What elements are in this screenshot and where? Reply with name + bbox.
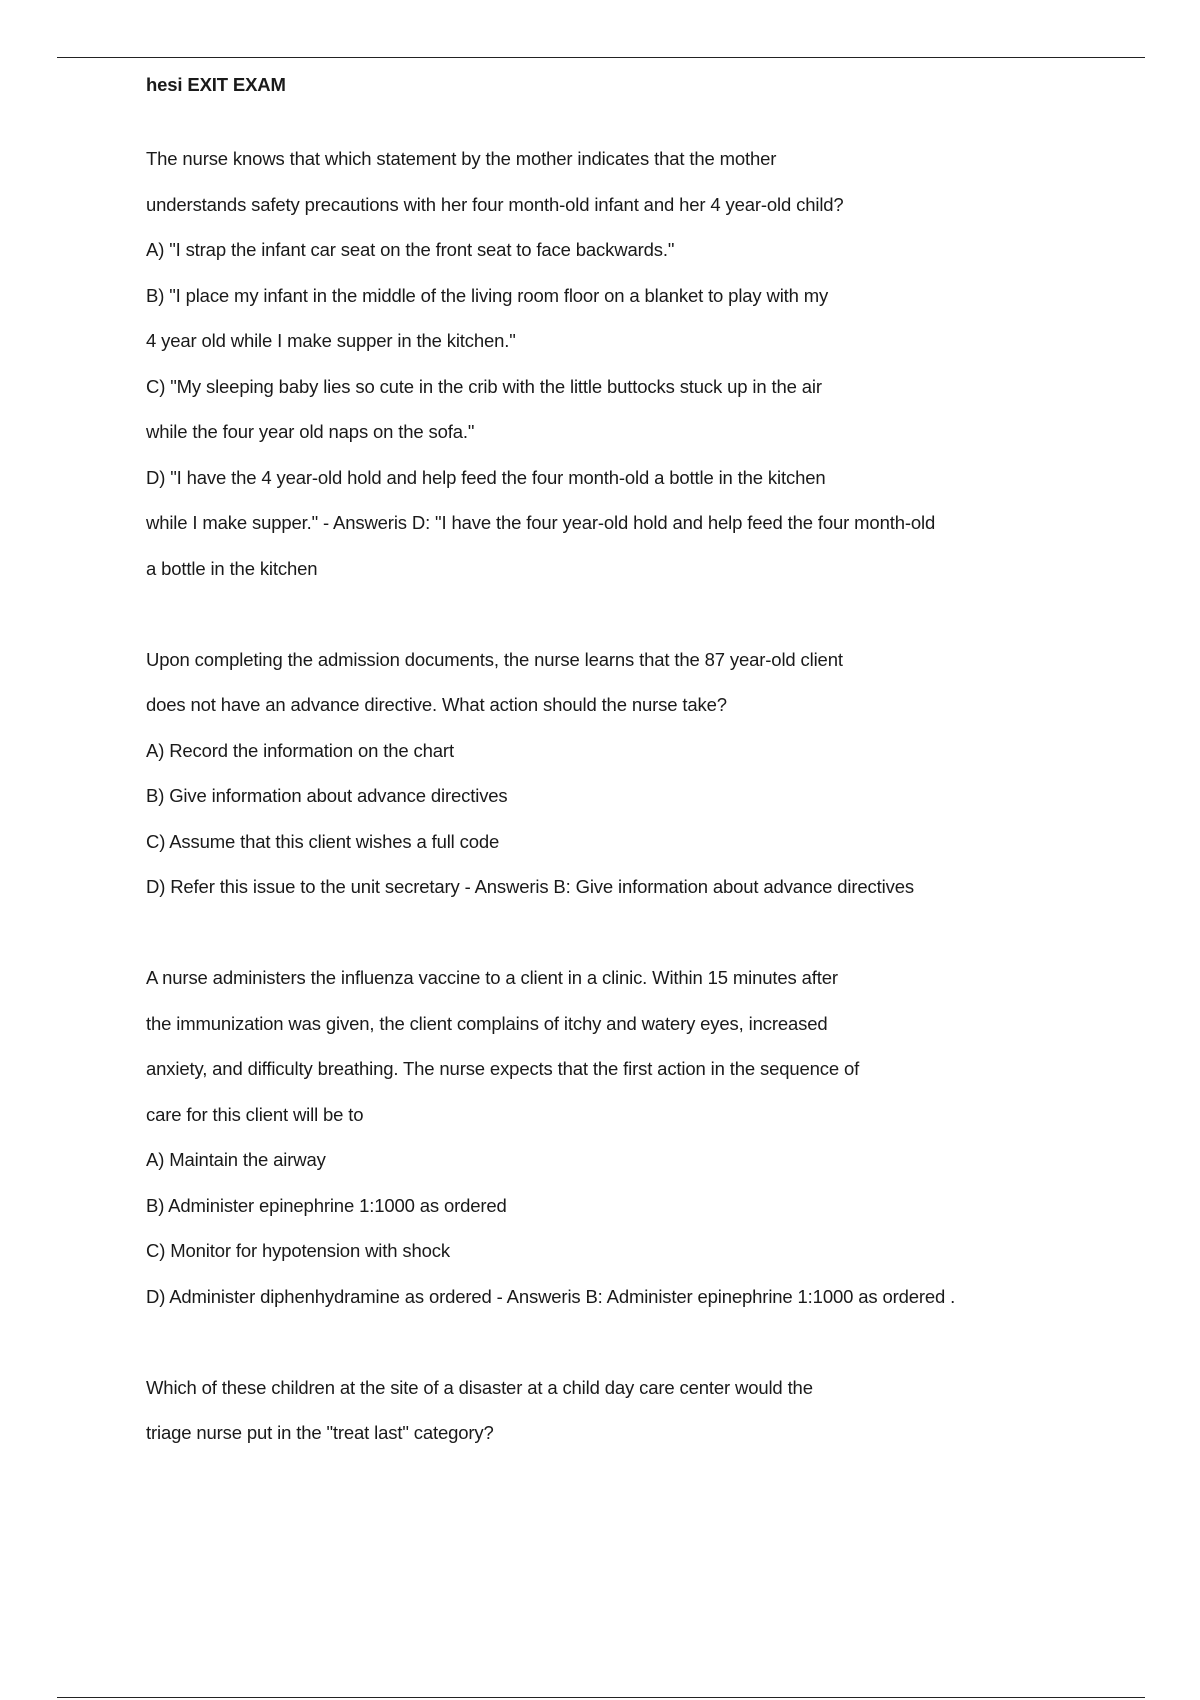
q4-line-2: triage nurse put in the "treat last" category? — [146, 1422, 494, 1443]
q3-option-b: B) Administer epinephrine 1:1000 as ordered — [146, 1194, 507, 1216]
q1-option-c: C) "My sleeping baby lies so cute in the crib with the little buttocks stuck up in the air — [146, 375, 822, 397]
q3-line-1: A nurse administers the influenza vaccine to a client in a clinic. Within 15 minutes after — [146, 967, 838, 988]
q3-option-a: A) Maintain the airway — [146, 1149, 326, 1170]
q1-line-1: The nurse knows that which statement by the mother indicates that the mother — [146, 148, 777, 169]
q1-answer-cont: a bottle in the kitchen — [146, 557, 318, 579]
q2-option-c: C) Assume that this client wishes a full code — [146, 830, 500, 852]
q3-line-3: anxiety, and difficulty breathing. The nurse expects that the first action in the sequence of — [146, 1058, 860, 1079]
q1-option-b-cont: 4 year old while I make supper in the kitchen." — [146, 330, 516, 351]
paragraph-gap — [146, 1326, 1106, 1372]
q3-option-c: C) Monitor for hypotension with shock — [146, 1240, 450, 1261]
document-body — [146, 70, 1106, 1463]
q2-option-a: A) Record the information on the chart — [146, 739, 454, 761]
q3-line-2: the immunization was given, the client complains of itchy and watery eyes, increased — [146, 1012, 828, 1034]
q1-answer: while I make supper." - Answeris D: "I have the four year-old hold and help feed the four month-old — [146, 512, 936, 533]
paragraph-gap — [146, 917, 1106, 963]
paragraph-gap — [146, 598, 1106, 644]
q3-line-4: care for this client will be to — [146, 1103, 364, 1125]
q1-option-b: B) "I place my infant in the middle of the living room floor on a blanket to play with my — [146, 284, 829, 306]
q1-option-c-cont: while the four year old naps on the sofa." — [146, 421, 475, 442]
top-rule — [57, 57, 1145, 58]
q2-option-d-answer: D) Refer this issue to the unit secretary - Answeris B: Give information about advance directives — [146, 876, 914, 897]
q3-option-d-answer: D) Administer diphenhydramine as ordered - Answeris B: Administer epinephrine 1:1000 as ordered . — [146, 1285, 956, 1307]
q1-line-2: understands safety precautions with her four month-old infant and her 4 year-old child? — [146, 193, 844, 215]
q1-option-a: A) "I strap the infant car seat on the front seat to face backwards." — [146, 239, 675, 260]
q1-option-d: D) "I have the 4 year-old hold and help feed the four month-old a bottle in the kitchen — [146, 466, 826, 488]
q2-line-1: Upon completing the admission documents, the nurse learns that the 87 year-old client — [146, 648, 843, 670]
q2-line-2: does not have an advance directive. What action should the nurse take? — [146, 694, 727, 715]
q2-option-b: B) Give information about advance directives — [146, 785, 508, 806]
bottom-rule — [57, 1697, 1145, 1698]
q4-line-1: Which of these children at the site of a disaster at a child day care center would the — [146, 1376, 813, 1398]
document-title: hesi EXIT EXAM — [146, 74, 286, 95]
